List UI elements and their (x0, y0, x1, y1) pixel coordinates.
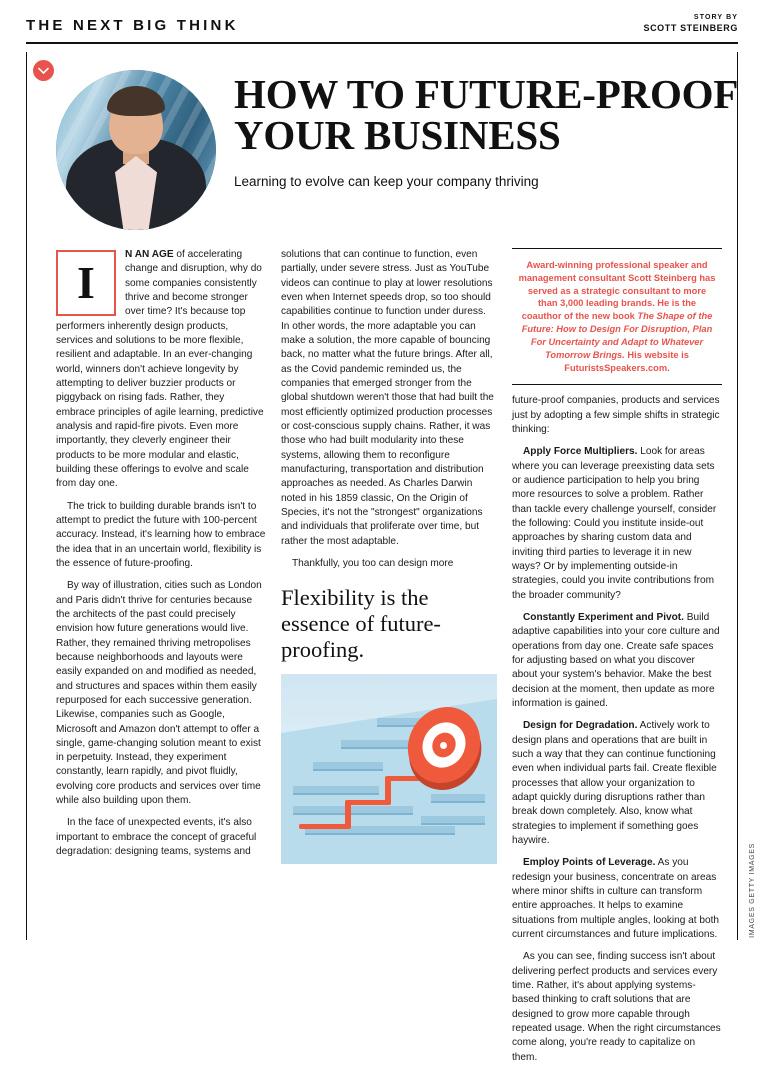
paragraph: In the face of unexpected events, it's also important to embrace the concept of graceful degradation: designing teams, systems and (56, 817, 257, 858)
bio-text-part-one: Award-winning professional speaker and management consultant Scott Steinberg has served as a strategic consultant to more than 3,000 leading brands. He is the coauthor of the new book (518, 260, 716, 322)
drop-cap-letter: I (77, 257, 95, 308)
run-in-heading: Design for Degradation. (523, 720, 638, 732)
paragraph: Thankfully, you too can design more (292, 557, 454, 569)
author-bio-box (512, 248, 722, 385)
paragraph: solutions that can continue to function, even partially, under severe stress. Just as YouTube videos can continue to play at lower resolutions even when Internet speeds drop, so too should capabilities continue to function under duress. In other words, the more adaptable you can make a solution, the more capable of bouncing back, no matter what the future brings. After all, as the Covid pandemic reminded us, the companies that emerged stronger from the global shutdown weren't those that had built the most efficiently optimized production processes or cost-conscious supply chains. Rather, it was those who had built modularity into these systems, allowing them to reconfigure manufacturing, transportation and distribution approaches as needed. As Charles Darwin noted in his 1859 classic, On the Origin of Species, it's not the "strongest" organizations and individuals that proliferate over time, but rather the most adaptable. (281, 249, 494, 547)
maze-target-illustration (281, 674, 497, 864)
right-vertical-rule (737, 52, 738, 940)
path-segment (385, 778, 391, 804)
bio-text-part-two: His website is FuturistsSpeakers.com. (564, 349, 689, 373)
byline-author-name: SCOTT STEINBERG (643, 22, 738, 33)
column-two (281, 248, 497, 1073)
paragraph (512, 719, 722, 848)
maze-wall (313, 762, 383, 769)
paragraph-text: of accelerating change and disruption, why do some companies consistently thrive and become stronger over time? It's because top performers inherently design products, services and solutions to be more flexible, resilient and adaptable. In an ever-changing world, winners don't achieve longevity by attempting to deliver buzzier products or piggyback on rising fads. Rather, they embrace principles of agile learning, predictive analysis and rapid-fire pivots. Even more importantly, they cleverly engineer their products to be more modular and elastic, building these offerings to evolve and scale from day one. (56, 249, 264, 490)
hero-text (234, 70, 738, 191)
path-segment (299, 824, 351, 829)
publication-title: THE NEXT BIG THINK (26, 17, 239, 34)
paragraph: By way of illustration, cities such as London and Paris didn't thrive for centuries because the architects of the past could precisely envision how future generations would live. Rather, they remained thriving metropolises because neighborhoods and layouts were easily expanded on and modified as needed, and structures and spaces within them easily repurposed for each successive generation. Likewise, companies such as Google, Microsoft and Amazon don't attempt to offer a single, game-changing solution meant to exist in perpetuity. Instead, they experiment constantly, learn rapidly, and pivot fluidly, evolving core products and services over time while also building upon them. (56, 580, 262, 807)
paragraph-text: Actively work to design plans and operations that are built in such a way that they can continue functioning even when individual parts fail. Create flexible processes that allow your organization to adapt quickly during disruptions rather than break down completely. Also, know what strategies to implement if something goes haywire. (512, 720, 717, 846)
author-portrait (56, 70, 216, 230)
paragraph-text: As you redesign your business, concentrate on areas where minor shifts in culture can transform entire approaches. It helps to examine situations from multiple angles, looking at both current circumstances and future implications. (512, 857, 720, 940)
paragraph (512, 856, 722, 942)
column-one (56, 248, 266, 1073)
page-title: HOW TO FUTURE-PROOF YOUR BUSINESS (234, 71, 737, 158)
masthead (26, 14, 738, 44)
paragraph-text: Look for areas where you can leverage preexisting data sets or audience participation to help you bring more resources to solve a problem. Rather than tackle every challenge yourself, consider the following: Could you institute inside-out approaches by sharing custom data and inviting third parties to leverage it in new ways? Or by implementing outside-in strategies, could you invite contributions from the broader community? (512, 446, 717, 601)
maze-wall (431, 794, 485, 801)
path-segment (345, 802, 351, 828)
pull-quote: Flexibility is the essence of future-proofing. (281, 585, 441, 662)
run-in-heading: Apply Force Multipliers. (523, 446, 638, 458)
page-subtitle: Learning to evolve can keep your company thriving (234, 174, 539, 190)
chevron-down-icon (33, 60, 54, 81)
maze-wall (293, 806, 413, 813)
paragraph: The trick to building durable brands isn't to attempt to predict the future with 100-percent accuracy. Instead, it's learning how to embrace the idea that in an uncertain world, flexibility is the essence of future-proofing. (56, 500, 266, 569)
left-vertical-rule (26, 52, 27, 940)
paragraph (512, 445, 722, 603)
bio-book-title: The Shape of the Future: How to Design For Disruption, Plan For Uncertainty and Adapt to Whatever Tomorrow Brings. (521, 311, 713, 360)
lead-caps: N AN AGE (125, 249, 174, 260)
run-in-heading: Employ Points of Leverage. (523, 857, 656, 869)
byline-label: STORY BY (693, 14, 738, 21)
paragraph (512, 611, 722, 711)
column-three (512, 248, 722, 1073)
photo-credit: IMAGES GETTY IMAGES (749, 843, 756, 938)
byline (643, 14, 738, 34)
maze-wall (421, 816, 485, 823)
paragraph: As you can see, finding success isn't about delivering perfect products and services every time. Rather, it's about applying systems-based thinking to craft solutions that are designed to grow more capable through repeated usage. When the right circumstances come along, you're ready to capitalize on them. (512, 951, 721, 1063)
paragraph: future-proof companies, products and services just by adopting a few simple shifts in strategic thinking: (512, 395, 720, 436)
paragraph-text: Build adaptive capabilities into your core culture and operations from day one. Create safe spaces for adjusting based on what you discover about your system's behavior. Make the best decision at the moment, then update as more information is gained. (512, 612, 720, 710)
hero-section (26, 70, 738, 230)
article-columns (26, 248, 738, 1073)
run-in-heading: Constantly Experiment and Pivot. (523, 612, 684, 624)
bio-text (518, 259, 716, 374)
drop-cap-box (56, 250, 116, 316)
maze-wall (293, 786, 379, 793)
